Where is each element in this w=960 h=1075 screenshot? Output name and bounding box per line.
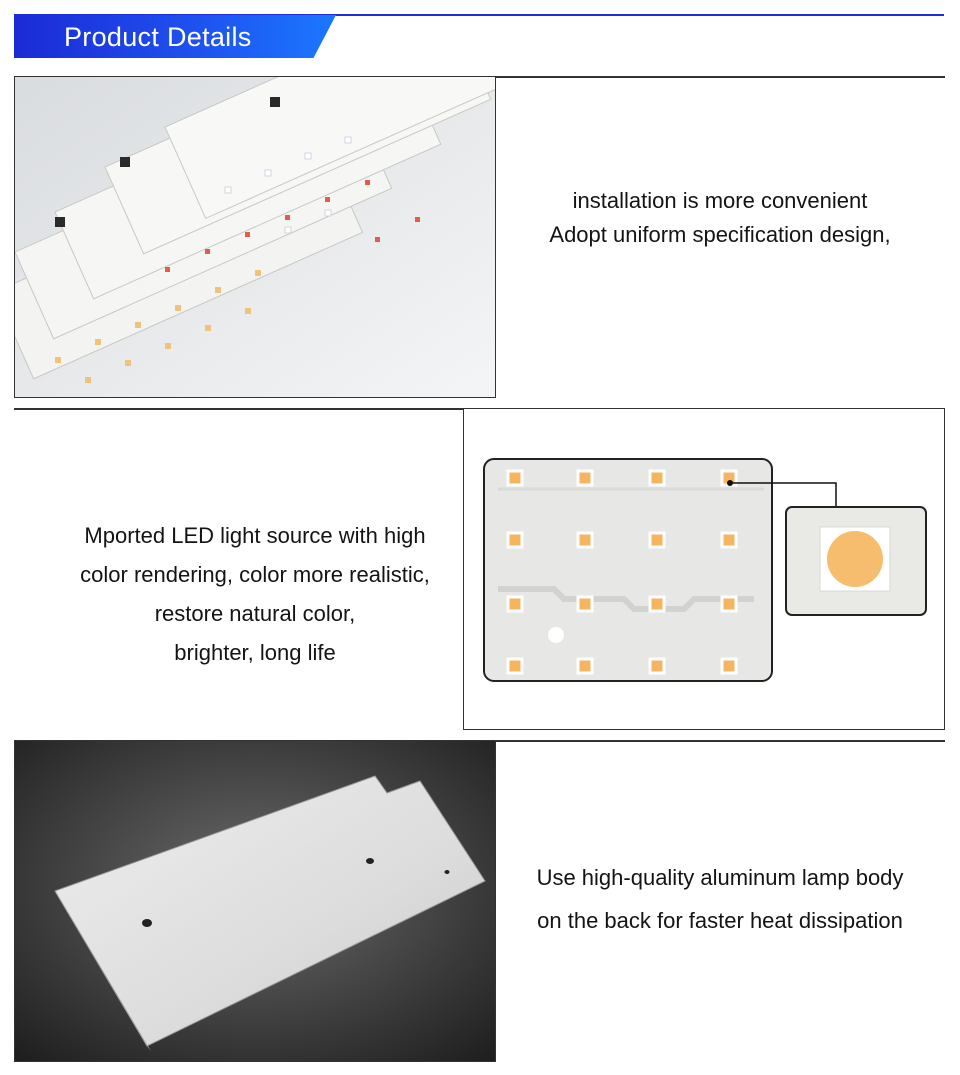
section-2-rule: [14, 408, 464, 410]
caption-line: Adopt uniform specification design,: [549, 222, 891, 247]
section-1-caption: [500, 184, 940, 252]
caption-line: Mported LED light source with high: [84, 523, 426, 548]
caption-line: Use high-quality aluminum lamp body: [536, 865, 904, 890]
led-closeup-image: [463, 408, 945, 730]
led-boards-stack-image: [14, 76, 496, 398]
page-title: Product Details: [64, 22, 252, 52]
caption-line: on the back for faster heat dissipation: [537, 908, 903, 933]
aluminum-body-image: [14, 740, 496, 1062]
caption-line: brighter, long life: [174, 640, 336, 665]
section-2-caption: [40, 516, 470, 672]
caption-line: restore natural color,: [154, 601, 356, 626]
section-3-caption: [500, 856, 940, 942]
section-1-rule: [495, 76, 945, 78]
caption-line: installation is more convenient: [572, 188, 868, 213]
section-3-rule: [495, 740, 945, 742]
caption-line: color rendering, color more realistic,: [80, 562, 430, 587]
